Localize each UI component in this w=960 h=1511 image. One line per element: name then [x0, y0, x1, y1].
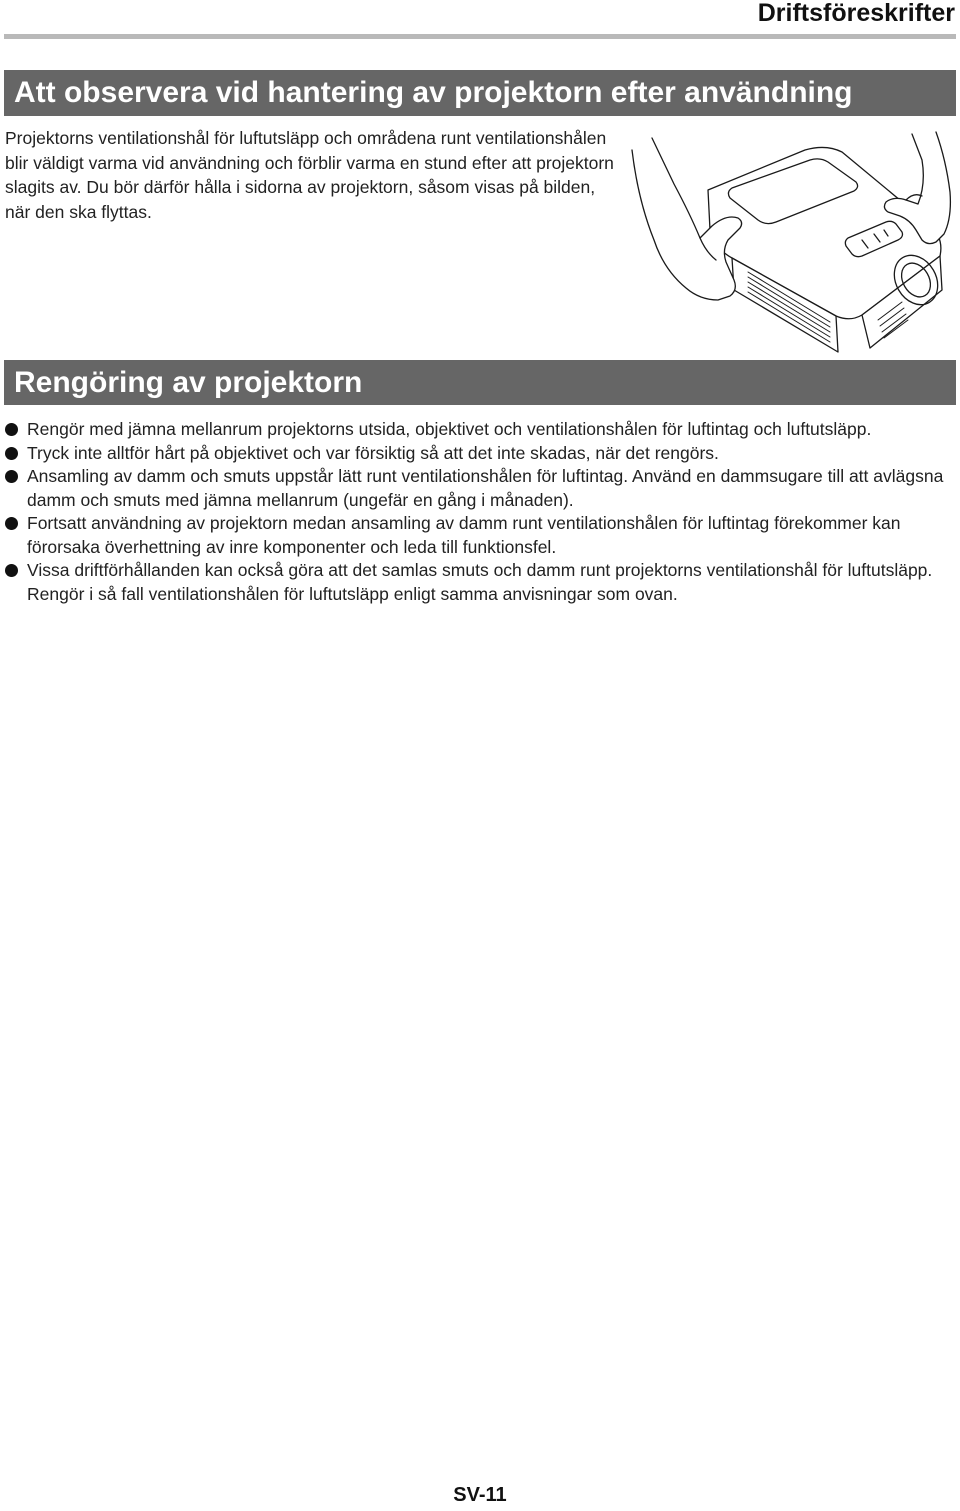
- left-hand: [632, 138, 742, 300]
- handling-paragraph: Projektorns ventilationshål för luftutsläpp och områdena runt ventilationshålen blir väldigt varma vid användning och förblir varma en stund efter att projektorn slagits av. Du bör därför hålla i sidorna av projektorn, såsom visas på bilden, när den ska flyttas.: [5, 128, 614, 222]
- list-item-text: Fortsatt användning av projektorn medan ansamling av damm runt ventilationshålen för luftintag förekommer kan förorsaka överhettning av inre komponenter och leda till funktionsfel.: [27, 513, 901, 557]
- handling-intro: [5, 126, 625, 224]
- list-item-text: Vissa driftförhållanden kan också göra att det samlas smuts och damm runt projektorns ventilationshål för luftutsläpp. Rengör i så fall ventilationshålen för luftutsläpp enligt samma anvisningar som ovan.: [27, 560, 933, 604]
- bullet-icon: [5, 447, 18, 460]
- list-item: [5, 442, 955, 466]
- list-item: [5, 559, 955, 606]
- list-item-text: Rengör med jämna mellanrum projektorns utsida, objektivet och ventilationshålen för luftintag och luftutsläpp.: [27, 419, 872, 439]
- hands-holding-projector-illustration: [630, 130, 956, 354]
- section-title-handling: Att observera vid hantering av projektorn efter användning: [4, 70, 956, 116]
- list-item-text: Ansamling av damm och smuts uppstår lätt runt ventilationshålen för luftintag. Använd en dammsugare till att avlägsna damm och smuts med jämna mellanrum (ungefär en gång i månaden).: [27, 466, 944, 510]
- cleaning-bullet-list: [5, 418, 955, 606]
- list-item: [5, 465, 955, 512]
- header-rule: [4, 34, 956, 39]
- bullet-icon: [5, 423, 18, 436]
- list-item: [5, 418, 955, 442]
- bullet-icon: [5, 470, 18, 483]
- page-number: SV-11: [453, 1484, 507, 1506]
- list-item: [5, 512, 955, 559]
- list-item-text: Tryck inte alltför hårt på objektivet och var försiktig så att det inte skadas, när det rengörs.: [27, 442, 719, 463]
- running-header-title: Driftsföreskrifter: [757, 0, 955, 27]
- bullet-icon: [5, 564, 18, 577]
- section-title-cleaning: Rengöring av projektorn: [4, 360, 956, 405]
- bullet-icon: [5, 517, 18, 530]
